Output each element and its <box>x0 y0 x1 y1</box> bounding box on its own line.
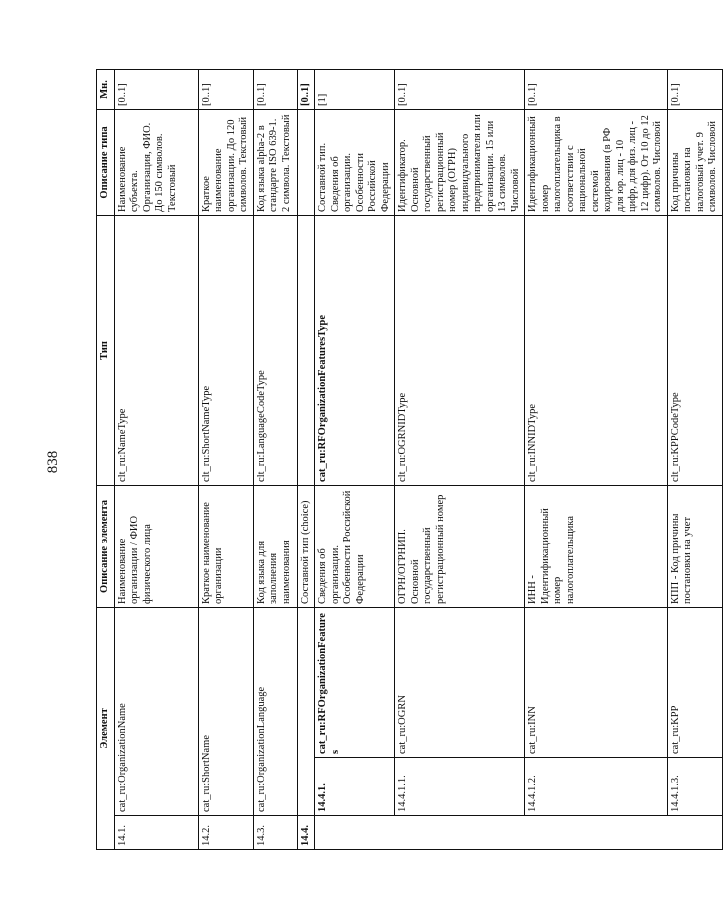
row-multiplicity: [0..1] <box>114 69 198 109</box>
row-number: 14.3. <box>253 816 297 850</box>
table-row <box>198 69 253 849</box>
row-multiplicity: [0..1] <box>297 69 315 109</box>
table-row <box>114 69 198 849</box>
row-element: cat_ru:OGRN <box>395 607 525 757</box>
header-element: Элемент <box>97 607 115 849</box>
row-type: clt_ru:NameType <box>114 215 198 485</box>
row-type: clt_ru:LanguageCodeType <box>253 215 297 485</box>
row-type-description: Идентификационный номер налогоплательщика в соответствии с национальной системой кодирования (в РФ для юр. лиц - 10 цифр, для физ. лиц - 12 цифр). От 10 до 12 символов. Числовой <box>525 109 668 215</box>
row-type: clt_ru:OGRNIDType <box>395 215 525 485</box>
table-row <box>525 69 668 849</box>
row-element-description: ИНН - Идентификационный номер налогоплательщика <box>525 485 668 607</box>
table-row <box>395 69 525 849</box>
row-type-description <box>297 109 315 215</box>
table-row <box>667 69 722 849</box>
indent-cell <box>525 816 668 850</box>
row-element: cat_ru:INN <box>525 607 668 757</box>
row-element-description: Составной тип (choice) <box>297 485 315 607</box>
row-element <box>297 607 315 815</box>
row-type-description: Код языка alpha-2 в стандарте ISO 639-1. 2 символа. Текстовый <box>253 109 297 215</box>
row-type: clt_ru:KPPCodeType <box>667 215 722 485</box>
row-element: cat_ru:KPP <box>667 607 722 757</box>
row-element-description: Наименование организации / ФИО физического лица <box>114 485 198 607</box>
row-number: 14.4.1.2. <box>525 758 668 816</box>
row-multiplicity: [1] <box>315 69 395 109</box>
row-number: 14.1. <box>114 816 198 850</box>
row-type <box>297 215 315 485</box>
table-row <box>297 69 315 849</box>
row-element: cat_ru:ShortName <box>198 607 253 815</box>
spec-table-rotated <box>96 70 718 850</box>
table-row <box>253 69 297 849</box>
row-type-description: Составной тип. Сведения об организации. Особенности Российской Федерации <box>315 109 395 215</box>
row-type: cat_ru:RFOrganizationFeaturesType <box>315 215 395 485</box>
row-number: 14.4.1. <box>315 758 395 816</box>
row-element: cat_ru:OrganizationName <box>114 607 198 815</box>
page-number: 838 <box>45 450 61 474</box>
row-number: 14.2. <box>198 816 253 850</box>
header-element-description: Описание элемента <box>97 485 115 607</box>
spec-table <box>96 69 723 850</box>
row-element-description: Код языка для заполнения наименования <box>253 485 297 607</box>
indent-cell <box>315 816 395 850</box>
row-element-description: Краткое наименование организации <box>198 485 253 607</box>
header-type-description: Описание типа <box>97 109 115 215</box>
row-element: cat_ru:OrganizationLanguage <box>253 607 297 815</box>
row-type-description: Краткое наименование организации. До 120 символов. Текстовый <box>198 109 253 215</box>
row-number: 14.4.1.3. <box>667 758 722 816</box>
row-element-description: Сведения об организации. Особенности Российской Федерации <box>315 485 395 607</box>
table-row <box>315 69 395 849</box>
row-multiplicity: [0..1] <box>667 69 722 109</box>
row-element-description: КПП - Код причины постановки на учет <box>667 485 722 607</box>
header-type: Тип <box>97 215 115 485</box>
row-number: 14.4.1.1. <box>395 758 525 816</box>
row-element: cat_ru:RFOrganizationFeatures <box>315 607 395 757</box>
header-multiplicity: Мн. <box>97 69 115 109</box>
row-multiplicity: [0..1] <box>198 69 253 109</box>
row-type-description: Код причины постановки на налоговый учет. 9 символов. Числовой <box>667 109 722 215</box>
row-type-description: Идентификатор. Основной государственный регистрационный номер (ОГРН) индивидуального предпринимателя или организации. 15 или 13 символов. Числовой <box>395 109 525 215</box>
row-element-description: ОГРН/ОГРНИП. Основной государственный регистрационный номер <box>395 485 525 607</box>
row-multiplicity: [0..1] <box>395 69 525 109</box>
row-multiplicity: [0..1] <box>253 69 297 109</box>
row-type: clt_ru:INNIDType <box>525 215 668 485</box>
row-multiplicity: [0..1] <box>525 69 668 109</box>
table-header-row <box>97 69 115 849</box>
indent-cell <box>395 816 525 850</box>
row-type: clt_ru:ShortNameType <box>198 215 253 485</box>
row-type-description: Наименование субъекта. Организация, ФИО. До 150 символов. Текстовый <box>114 109 198 215</box>
row-number: 14.4. <box>297 816 315 850</box>
indent-cell <box>667 816 722 850</box>
